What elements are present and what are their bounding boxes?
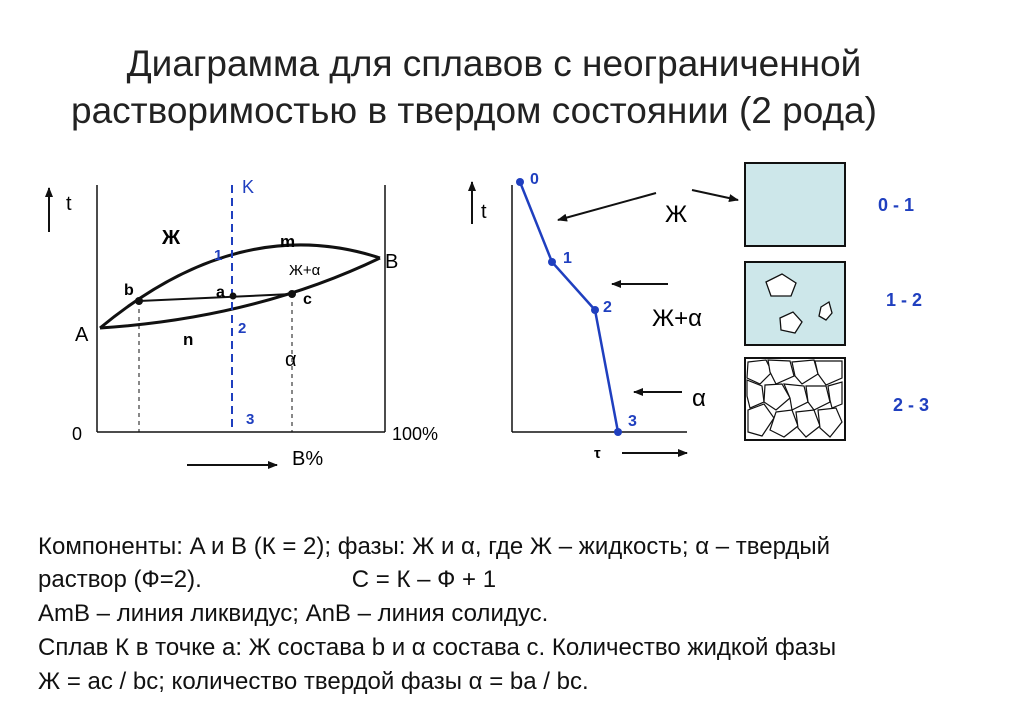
curve-t-label: t — [481, 201, 487, 223]
phase-label-solid: α — [692, 385, 706, 412]
solidus-n-label: n — [183, 330, 194, 349]
caption-line-2 — [38, 566, 496, 594]
microstructures — [745, 163, 929, 440]
cooling-curve — [472, 171, 738, 462]
k-point-1-label: 1 — [214, 247, 223, 264]
point-B-label: B — [385, 251, 399, 273]
point-a-label: a — [216, 284, 225, 301]
alloy-k-label: K — [242, 177, 255, 197]
curve-point-0 — [516, 178, 524, 186]
caption-line-1: Компоненты: A и B (К = 2); фазы: Ж и α, где Ж – жидкость; α – твердый — [38, 533, 831, 560]
point-a-dot — [230, 293, 237, 300]
point-A-label: A — [75, 324, 89, 346]
curve-point-2 — [591, 306, 599, 314]
point-b-label: b — [124, 282, 134, 299]
phase-diagram — [49, 177, 438, 470]
curve-tau-label: τ — [594, 445, 601, 462]
title-line-2: растворимостью в твердом состоянии (2 рода) — [71, 90, 877, 131]
k-point-2-label: 2 — [238, 320, 247, 337]
curve-point-1 — [548, 258, 556, 266]
curve-label-2: 2 — [603, 299, 612, 316]
point-c-dot — [288, 290, 296, 298]
two-phase-region-label: Ж+α — [289, 262, 321, 279]
caption-line-5: Ж = ac / bc; количество твердой фазы α = ba / bc. — [38, 668, 589, 695]
range-label-1-2: 1 - 2 — [886, 290, 923, 310]
solid-region-label: α — [285, 349, 297, 371]
solidus-line — [100, 258, 380, 328]
phase-label-two: Ж+α — [652, 305, 703, 332]
point-c-label: c — [303, 291, 312, 308]
liquidus-m-label: m — [280, 232, 296, 251]
gibbs-rule: С = К – Ф + 1 — [351, 566, 497, 593]
phase-label-liquid: Ж — [665, 201, 688, 228]
t-axis-label: t — [66, 193, 72, 215]
crystal-grains-full — [747, 360, 842, 437]
origin-label: 0 — [72, 424, 83, 444]
title-line-1: Диаграмма для сплавов с неограниченной — [126, 43, 862, 84]
caption-line-4: Сплав К в точке а: Ж состава b и α состава c. Количество жидкой фазы — [38, 634, 837, 661]
curve-label-3: 3 — [628, 413, 637, 430]
liquid-region-label: Ж — [162, 227, 181, 249]
caption-line-3: AmB – линия ликвидус; AnB – линия солидус. — [38, 600, 549, 627]
point-b-dot — [135, 297, 143, 305]
arrow-liquid-to-box — [692, 190, 738, 200]
caption-line-2a: раствор (Ф=2). — [38, 566, 202, 593]
k-point-3-label: 3 — [246, 411, 255, 428]
range-label-0-1: 0 - 1 — [878, 195, 915, 215]
end-label: 100% — [392, 424, 439, 444]
curve-label-0: 0 — [530, 171, 539, 188]
b-axis-label: B% — [292, 448, 324, 470]
box-liquid — [745, 163, 845, 246]
curve-label-1: 1 — [563, 250, 572, 267]
curve-point-3 — [614, 428, 622, 436]
arrow-liquid-to-curve — [558, 193, 656, 220]
liquidus-line — [100, 245, 380, 328]
range-label-2-3: 2 - 3 — [893, 395, 930, 415]
